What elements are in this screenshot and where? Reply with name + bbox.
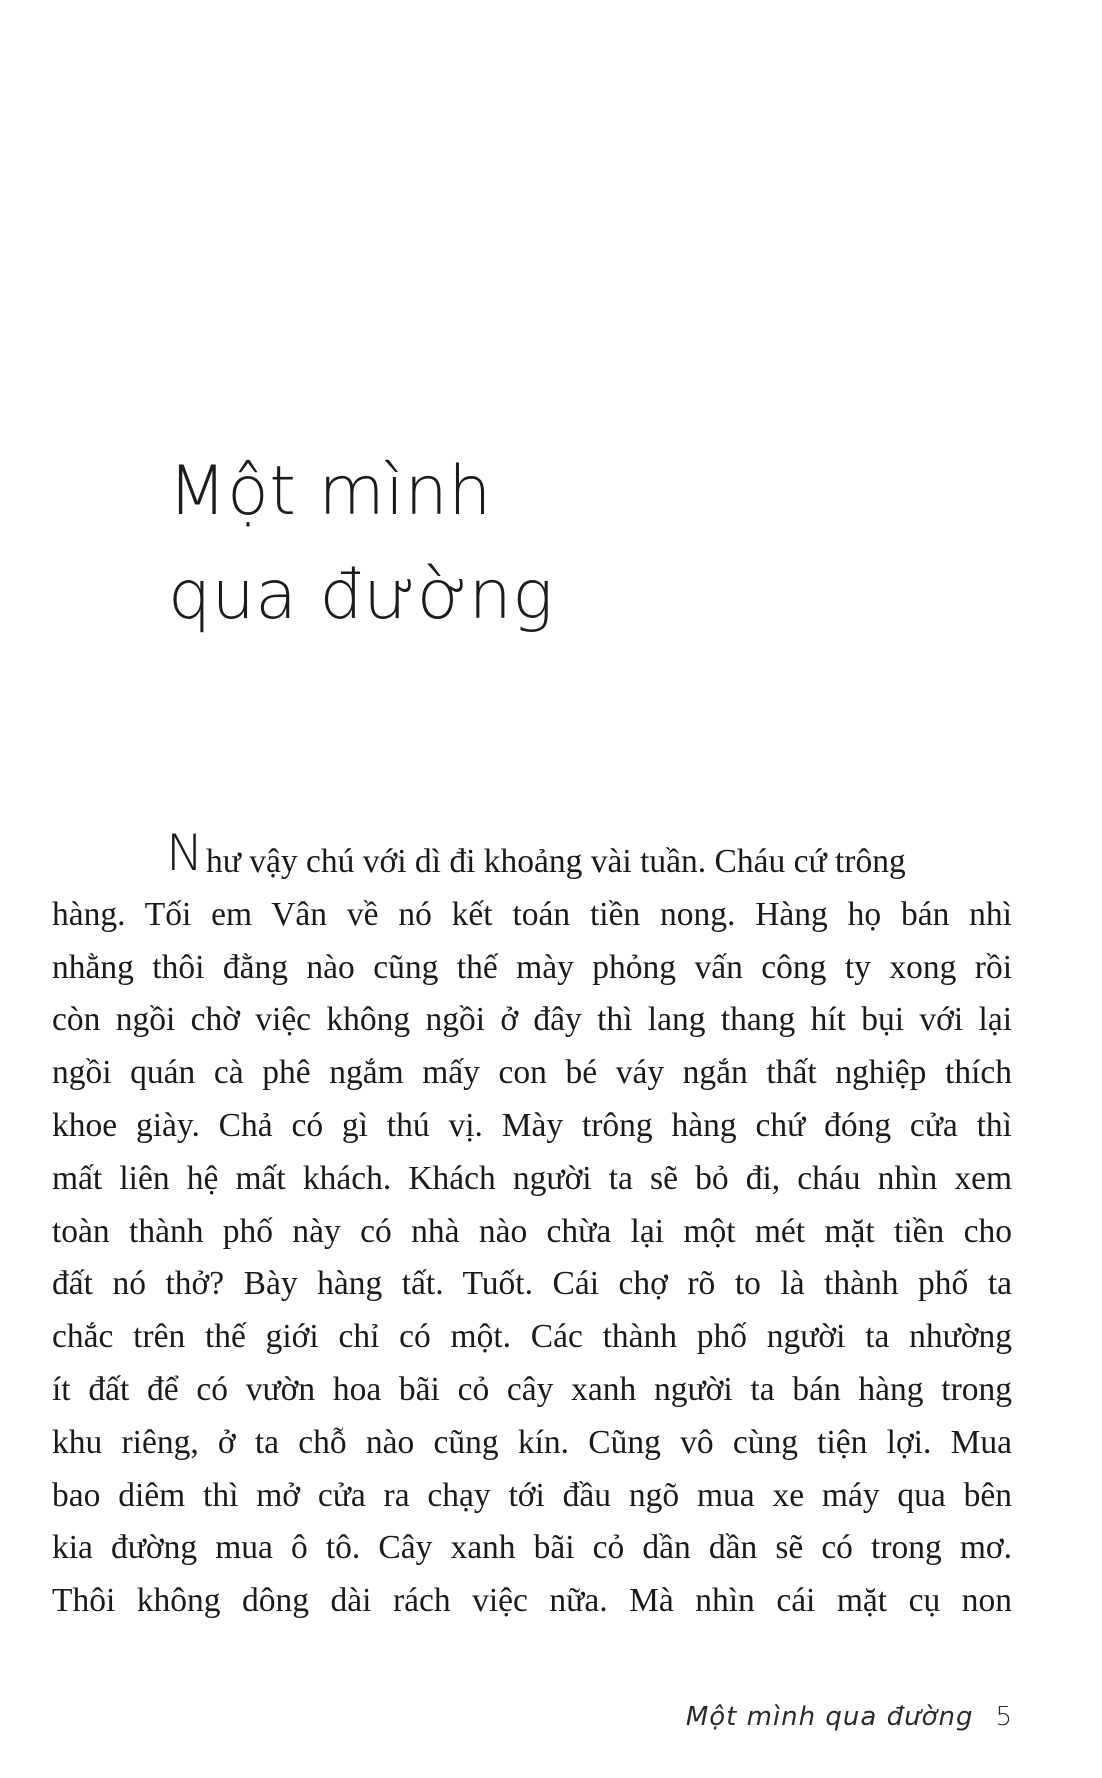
- paragraph-line: toàn thành phố này có nhà nào chừa lại một mét mặt tiền cho: [52, 1212, 1012, 1250]
- paragraph-line: nhằng thôi đằng nào cũng thế mày phỏng vấn công ty xong rồi: [52, 948, 1012, 986]
- paragraph-line: kia đường mua ô tô. Cây xanh bãi cỏ dần dần sẽ có trong mơ.: [52, 1529, 1012, 1567]
- paragraph-line: Thôi không dông dài rách việc nữa. Mà nhìn cái mặt cụ non: [52, 1582, 1012, 1620]
- paragraph-line: chắc trên thế giới chỉ có một. Các thành phố người ta nhường: [52, 1318, 1012, 1356]
- first-line-text: hư vậy chú với dì đi khoảng vài tuần. Cháu cứ trông: [206, 843, 906, 880]
- paragraph-line: còn ngồi chờ việc không ngồi ở đây thì lang thang hít bụi với lại: [52, 1001, 1012, 1039]
- paragraph-line: mất liên hệ mất khách. Khách người ta sẽ bỏ đi, cháu nhìn xem: [52, 1159, 1012, 1197]
- running-title: Một mình qua đường: [685, 1702, 974, 1732]
- page-footer: [686, 1702, 1012, 1732]
- paragraph-line: hàng. Tối em Vân về nó kết toán tiền nong. Hàng họ bán nhì: [52, 895, 1012, 933]
- page-number: 5: [995, 1702, 1012, 1732]
- chapter-title-line-2: qua đường: [168, 556, 554, 635]
- paragraph-line: đất nó thở? Bày hàng tất. Tuốt. Cái chợ rõ to là thành phố ta: [52, 1265, 1012, 1303]
- paragraph-line: bao diêm thì mở cửa ra chạy tới đầu ngõ mua xe máy qua bên: [52, 1476, 1012, 1514]
- paragraph-line: ít đất để có vườn hoa bãi cỏ cây xanh người ta bán hàng trong: [52, 1370, 1012, 1408]
- paragraph-line: khu riêng, ở ta chỗ nào cũng kín. Cũng vô cùng tiện lợi. Mua: [52, 1423, 1012, 1461]
- chapter-title: [168, 440, 554, 648]
- paragraph-line: khoe giày. Chả có gì thú vị. Mày trông hàng chứ đóng cửa thì: [52, 1106, 1012, 1144]
- paragraph-line: ngồi quán cà phê ngắm mấy con bé váy ngắn thất nghiệp thích: [52, 1054, 1012, 1092]
- chapter-title-line-1: Một mình: [168, 452, 492, 531]
- body-text: [52, 824, 1012, 1628]
- paragraph-line: [52, 824, 1012, 889]
- drop-initial: N: [166, 824, 204, 882]
